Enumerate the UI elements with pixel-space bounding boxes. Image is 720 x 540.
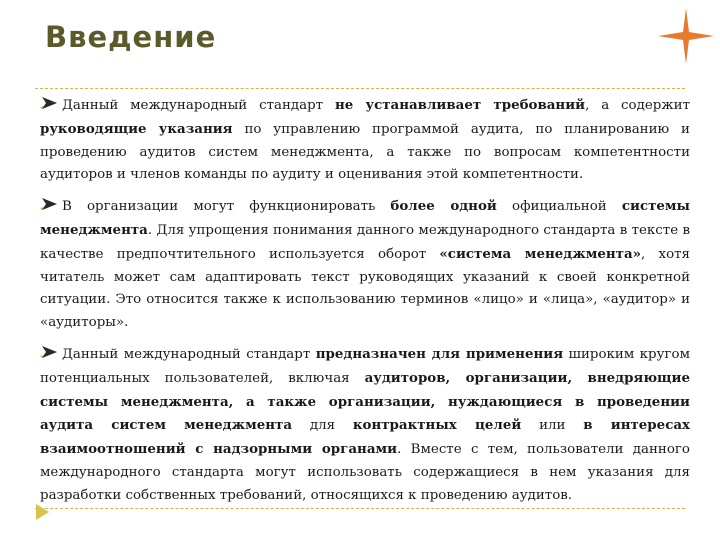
bold-text-run: системы менеджмента	[40, 198, 690, 238]
paragraph-3	[40, 343, 690, 508]
text-run: для	[292, 418, 353, 434]
bold-text-run: предназначен для применения	[315, 345, 564, 362]
top-divider	[35, 88, 685, 89]
slide-title: Введение	[45, 20, 217, 54]
text-run: , а содержит	[585, 98, 690, 113]
text-run: . Вместе с тем, пользователи данного международного стандарта могут использовать содержащиеся в нем указания для разработки собственных требований, относящихся к проведению аудитов.	[40, 442, 690, 503]
paragraph-2	[40, 195, 690, 335]
star-ornament-icon	[658, 8, 714, 64]
text-run: по управлению программой аудита, по планированию и проведению аудитов систем менеджмента, а также по вопросам компетентности аудиторов и членов команды по аудиту и оценивания этой компетентности.	[40, 121, 690, 183]
bullet-arrow-icon	[40, 96, 60, 110]
text-run: Данный международный стандарт	[62, 98, 335, 113]
bold-text-run: руководящие указания	[40, 120, 233, 137]
bullet-arrow-icon	[40, 197, 60, 211]
text-run: В организации могут функционировать	[62, 199, 391, 215]
bold-text-run: более одной	[390, 198, 497, 215]
slide-body	[40, 94, 690, 516]
text-run: официальной	[496, 199, 622, 215]
bold-text-run: не устанавливает требований	[334, 97, 586, 113]
bold-text-run: аудиторов, организации, внедряющие системы менеджмента, а также организации, нуждающиеся в проведении аудита систем менеджмента	[40, 369, 690, 434]
text-run: или	[521, 418, 584, 434]
text-run: , хотя читатель может сам адаптировать текст руководящих указаний к своей конкретной ситуации. Это относится также к использованию терминов «лицо» и «лица», «аудитор» и «аудиторы».	[40, 246, 691, 331]
bullet-arrow-icon	[40, 345, 60, 359]
bold-text-run: контрактных целей	[352, 417, 522, 434]
corner-triangle-icon	[34, 503, 50, 521]
bold-text-run: «система менеджмента»	[439, 245, 642, 262]
text-run: широким кругом потенциальных пользователей, включая	[40, 346, 690, 386]
bold-text-run: в интересах взаимоотношений с надзорными органами	[40, 417, 691, 458]
text-run: . Для упрощения понимания данного международного стандарта в тексте в качестве предпочтительного используется оборот	[40, 222, 690, 262]
text-run: Данный международный стандарт	[62, 346, 316, 362]
bottom-divider	[35, 508, 685, 509]
paragraph-1	[40, 94, 690, 187]
